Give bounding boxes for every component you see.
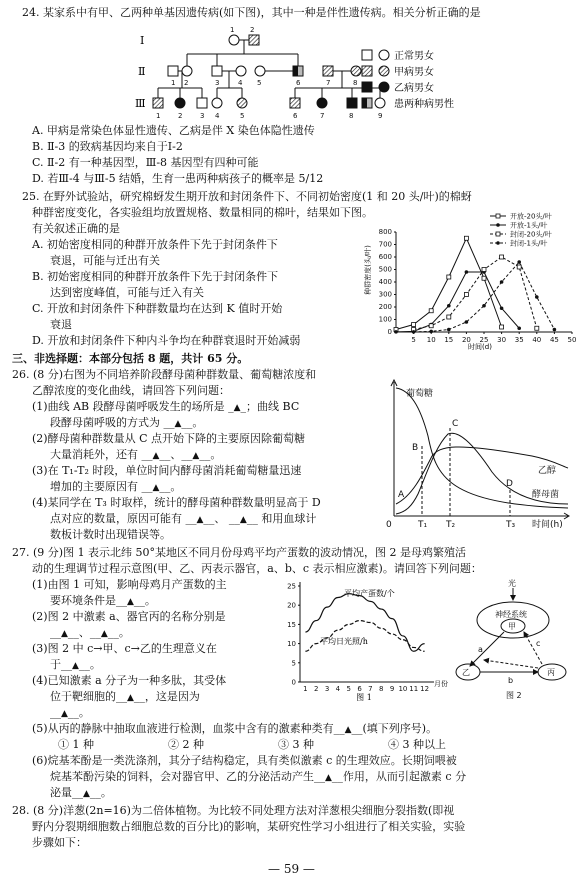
x-tick-label: 50 [567,336,577,344]
svg-text:7: 7 [326,79,331,87]
data-point [429,309,433,313]
q28-line-1: 28. (8 分)洋葱(2n=16)为二倍体植物。为比较不同处理方法对洋葱根尖细胞分裂指数(即视 [12,804,455,817]
q27-line-3: (1)由图 1 可知，影响母鸡月产蛋数的主 [32,578,227,591]
series-egg-label: 平均产蛋数/个 [344,589,395,598]
tick-t3: T₃ [506,520,516,530]
legend-entry: 封闭-1头/叶 [510,239,548,248]
svg-text:4: 4 [215,112,220,120]
x-tick-label: 5 [346,685,351,693]
legend-entry: 开放-1头/叶 [510,221,548,230]
q27-line-2: 动的生理调节过程示意图(甲、乙、丙表示器官，a、b、c 表示相应激素)。请回答下列问题： [32,562,482,575]
data-point [447,315,451,319]
data-point [465,270,469,274]
q27-choice-2: ② 2 种 [168,738,204,751]
section-3-heading: 三、非选择题：本部分包括 8 题，共计 65 分。 [12,352,249,365]
legend-marker [496,241,500,245]
data-point [535,295,539,299]
svg-text:1: 1 [156,112,161,120]
y-tick-label: 5 [291,659,296,668]
organ-yi-label: 乙 [462,668,470,677]
q26-line-2: 乙醇浓度的变化曲线，请回答下列问题： [32,384,230,397]
data-point [412,323,416,327]
x-tick-label: 8 [379,685,384,693]
x-tick-label: 2 [314,685,319,693]
x-tick-label: 25 [479,336,489,344]
q26-line-6: 大量消耗外，还有 __▲__、__▲__。 [50,448,222,461]
svg-text:1: 1 [171,79,176,87]
x-tick-label: 4 [335,685,341,693]
y-tick-label: 25 [287,582,296,591]
q25-line-2: 种群密度变化，各实验组均放置规格、数量相同的棉叶，结果如下图。 [32,206,373,219]
x-tick-label: 30 [497,336,507,344]
q25-option-d: D. 开放和封闭条件下种内斗争均在种群衰退时开始减弱 [32,334,301,347]
page-number: — 59 — [268,862,315,876]
yeast-culture-chart [382,376,574,532]
q27-choice-4: ④ 3 种以上 [388,738,446,751]
y-tick-label: 700 [378,240,392,249]
data-point [482,268,486,272]
aphid-density-chart [362,210,580,352]
pedigree-chart [130,22,575,130]
svg-text:1: 1 [230,26,235,34]
y-tick-label: 300 [378,290,392,299]
label-ethanol: 乙醇 [538,466,557,476]
q24-option-b: B. Ⅱ-3 的致病基因均来自于Ⅰ-2 [32,140,183,153]
q26-line-11: 数板计数时出现错误等。 [50,528,171,541]
data-point [447,275,451,279]
y-tick-label: 400 [378,278,392,286]
y-tick-label: 0 [291,678,296,687]
x-tick-label: 45 [549,336,559,344]
origin-label: 0 [386,520,392,530]
q27-line-13: (6)烷基苯酚是一类洗涤剂，其分子结构稳定，具有类似激素 c 的生理效应。长期饲喂被 [32,754,457,767]
x-tick-label: 11 [409,685,419,693]
x-tick-label: 40 [532,336,542,344]
x-axis-label: 时间(h) [532,520,563,530]
legend-entry: 封闭-20头/叶 [510,230,552,239]
data-point [482,304,486,308]
y-tick-label: 20 [287,601,296,610]
q27-line-7: (3)图 2 中 c→甲、c→乙的生理意义在 [32,642,217,655]
label-glucose: 葡萄糖 [406,389,434,399]
svg-text:2: 2 [184,79,189,87]
gen-label-3: Ⅲ [135,97,146,110]
q27-choice-1: ① 1 种 [58,738,94,751]
q25-option-c: C. 开放和封闭条件下种群数量均在达到 K 值时开始 [32,302,283,315]
point-d: D [506,479,513,489]
q27-line-14: 烷基苯酚污染的饲料，会对器官甲、乙的分泌活动产生__▲__作用，从而引起激素 c 分 [50,770,467,783]
q25-option-c-cont: 衰退 [50,318,72,331]
y-tick-label: 10 [287,640,296,649]
q27-line-4: 要环境条件是__▲__。 [50,594,156,607]
gen-label-1: Ⅰ [140,34,145,47]
svg-text:2: 2 [178,112,183,120]
x-tick-label: 9 [389,685,395,693]
fig2-caption: 图 2 [506,691,522,700]
q24-option-c: C. Ⅱ-2 有一种基因型，Ⅲ-8 基因型有四种可能 [32,156,259,169]
q27-line-11: __▲__。 [50,706,90,719]
hormone-b-label: b [508,676,514,685]
hormone-a-label: a [478,645,483,654]
q27-line-8: 于__▲__。 [50,658,101,671]
y-tick-label: 0 [387,328,392,336]
svg-text:8: 8 [353,79,358,87]
q25-option-b: B. 初始密度相同的种群开放条件下先于封闭条件下 [32,270,279,283]
q27-line-12: (5)从丙的静脉中抽取血液进行检测，血浆中含有的激素种类有__▲__(填下列序号)。 [32,722,438,735]
series-line [305,621,424,652]
data-point [517,260,521,264]
hormone-c-label: c [536,639,541,648]
data-point [465,320,469,324]
point-a: A [398,490,405,500]
data-point [429,324,433,328]
svg-text:6: 6 [293,112,298,120]
q26-line-10: 点对应的数量，原因可能有 __▲__、 __▲__ 和用血球计 [50,512,317,525]
legend-entry: 开放-20头/叶 [510,212,552,221]
q26-line-3: (1)曲线 AB 段酵母菌呼吸发生的场所是 _▲_；曲线 BC [32,400,300,413]
q24-option-d: D. 若Ⅲ-4 与Ⅲ-5 结婚，生育一患两种病孩子的概率是 5/12 [32,172,324,185]
series-light-label: 平均日光照/h [320,637,368,646]
x-tick-label: 20 [461,336,471,344]
legend-marker [496,223,500,227]
y-tick-label: 500 [378,265,392,274]
gen-label-2: Ⅱ [138,65,146,78]
q25-line-3: 有关叙述正确的是 [32,222,120,235]
legend-normal: 正常男女 [394,51,434,62]
legend-marker [496,232,500,236]
data-point [447,328,451,332]
data-point [394,330,398,334]
svg-text:8: 8 [349,112,354,120]
legend-disease-b: 乙病男女 [394,83,434,94]
data-point [500,280,504,284]
q25-option-a-cont: 衰退，可能与迁出有关 [50,254,160,267]
x-tick-label: 12 [420,685,430,693]
q27-choice-3: ③ 3 种 [278,738,314,751]
x-tick-label: 35 [514,336,524,344]
x-tick-label: 10 [398,685,408,693]
q28-line-2: 野内分裂期细胞数占细胞总数的百分比)的影响，某研究性学习小组进行了相关实验，实验 [32,820,466,833]
q27-line-10: 位于靶细胞的__▲__，这是因为 [50,690,200,703]
x-tick-label: 10 [426,336,436,344]
data-point [412,330,416,334]
q27-line-15: 泌量__▲__。 [50,786,112,799]
data-point [517,326,521,330]
egg-laying-chart [280,578,448,704]
q26-line-5: (2)酵母菌种群数量从 C 点开始下降的主要原因除葡萄糖 [32,432,305,445]
fig1-caption: 图 1 [356,693,372,702]
data-point [500,325,504,329]
q26-line-8: 增加的主要原因有 __▲__。 [50,480,182,493]
organ-jia-label: 甲 [508,622,516,631]
q26-line-4: 段酵母菌呼吸的方式为 __▲__。 [50,416,204,429]
svg-text:3: 3 [200,112,205,120]
y-tick-label: 800 [378,228,392,236]
label-yeast: 酵母菌 [532,490,560,500]
point-b: B [412,443,419,453]
q27-line-1: 27. (9 分)图 1 表示北纬 50°某地区不同月份母鸡平均产蛋数的波动情况，图 2 是母鸡繁殖活 [12,546,467,559]
y-tick-label: 15 [287,620,296,629]
x-tick-label: 7 [368,685,373,693]
tick-t2: T₂ [446,520,456,530]
point-c: C [452,419,459,429]
data-point [517,265,521,269]
x-unit-label: 月份 [434,680,448,688]
data-point [500,306,504,310]
q26-line-7: (3)在 T₁-T₂ 时段，单位时间内酵母菌消耗葡萄糖量迅速 [32,464,302,477]
q27-line-6: __▲__、__▲__。 [50,626,130,639]
x-tick-label: 6 [357,685,362,693]
fig25-xlabel: 时间(d) [468,343,492,351]
y-tick-label: 600 [378,253,392,261]
q27-line-5: (2)图 2 中激素 a、器官丙的名称分别是 [32,610,226,623]
tick-t1: T₁ [418,520,428,530]
data-point [535,326,539,330]
svg-text:5: 5 [257,79,262,87]
data-point [464,236,468,240]
legend-both: 患两种病男性 [394,99,454,110]
data-point [447,304,451,308]
organ-bing-label: 丙 [547,668,555,677]
data-point [553,328,557,332]
x-tick-label: 1 [303,685,308,693]
q26-line-9: (4)某同学在 T₃ 时取样，统计的酵母菌种群数量明显高于 D [32,496,321,509]
y-tick-label: 100 [378,315,392,324]
data-point [429,330,433,334]
data-point [482,276,486,280]
svg-text:2: 2 [250,26,255,34]
y-tick-label: 200 [378,303,392,311]
svg-text:5: 5 [240,112,245,120]
svg-text:6: 6 [296,79,301,87]
svg-text:3: 3 [215,79,220,87]
q25-line-1: 25. 在野外试验站，研究棉蚜发生期开放和封闭条件下、不同初始密度(1 和 20 头/叶)的棉蚜 [22,190,472,203]
hormone-regulation-diagram [450,576,576,704]
nervous-system-label: 神经系统 [495,610,527,619]
x-tick-label: 15 [444,336,454,344]
fig25-ylabel: 种群密度(头/叶) [364,245,372,295]
q25-option-a: A. 初始密度相同的种群开放条件下先于封闭条件下 [32,238,278,251]
x-tick-label: 5 [411,336,416,344]
q24-stem: 24. 某家系中有甲、乙两种单基因遗传病(如下图)，其中一种是伴性遗传病。相关分析正确的是 [22,6,481,19]
x-tick-label: 3 [324,685,330,693]
legend-marker [496,214,500,218]
q25-option-b-cont: 达到密度峰值，可能与迁入有关 [50,286,204,299]
data-point [500,255,504,259]
svg-text:7: 7 [320,112,325,120]
q28-line-3: 步骤如下： [32,836,87,849]
q26-line-1: 26. (8 分)右图为不同培养阶段酵母菌种群数量、葡萄糖浓度和 [12,368,317,381]
legend-disease-a: 甲病男女 [394,67,434,78]
svg-text:9: 9 [378,112,383,120]
light-label: 光 [508,579,516,588]
q27-line-9: (4)已知激素 a 分子为一种多肽，其受体 [32,674,227,687]
data-point [464,293,468,297]
q24-option-a: A. 甲病是常染色体显性遗传、乙病是伴 X 染色体隐性遗传 [32,124,315,137]
svg-text:4: 4 [238,79,243,87]
